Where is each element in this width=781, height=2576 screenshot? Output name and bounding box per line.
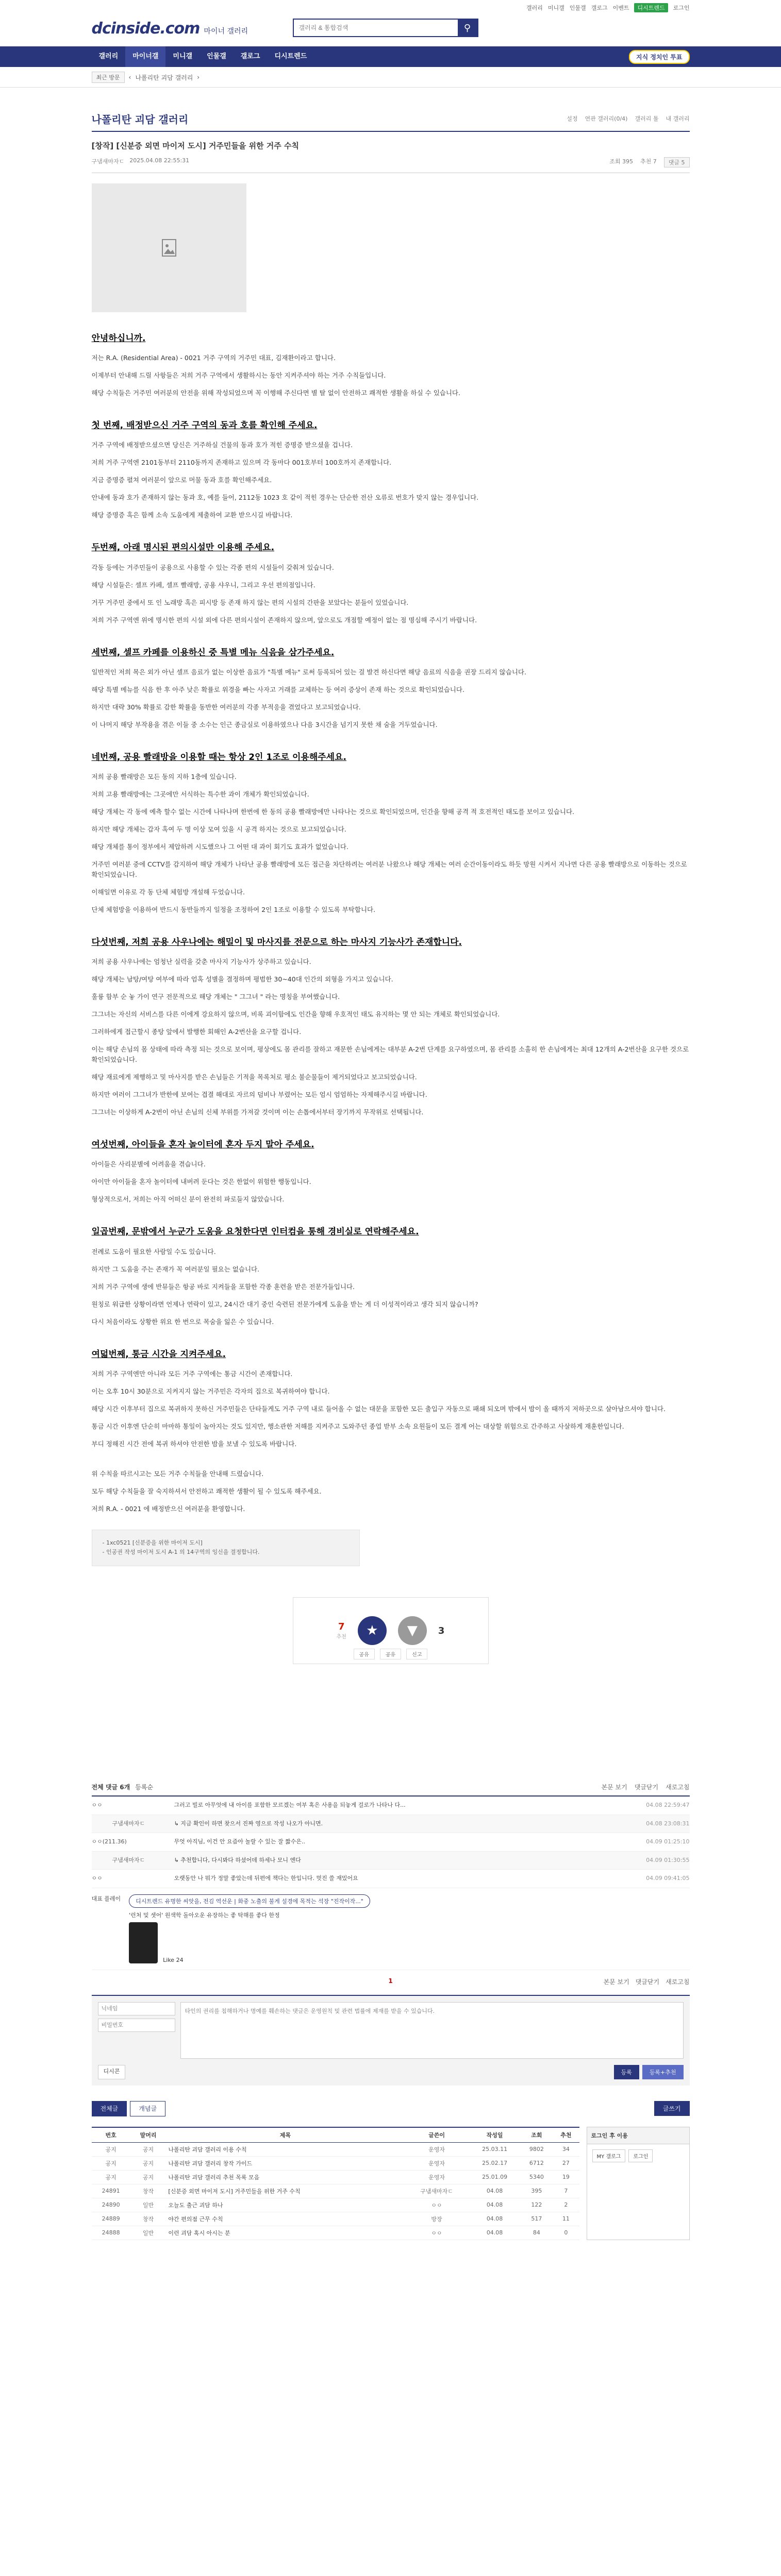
table-row[interactable] xyxy=(92,2212,579,2226)
rule-line: 아이만 아이들을 혼자 놀이터에 내버려 둔다는 것은 한없이 위험한 행동입니다. xyxy=(91,1178,311,1186)
table-cell: 84 xyxy=(520,2226,553,2240)
closing xyxy=(92,1469,690,1514)
breadcrumb[interactable]: 나폴리탄 괴담 갤러리 xyxy=(135,74,193,81)
rule-line: 해당 시간 이후부터 집으로 복귀하지 못하신 거주민들은 단타들게도 거주 구역 내로 들어올 수 없는 대문을 포함한 모든 출입구 자동으로 패쇄 되오며 밖에서 밤이 올 때까지 저하곳으로 살아남으셔야 합니다. xyxy=(91,1404,666,1413)
table-row[interactable] xyxy=(92,2198,579,2212)
rule-heading: 여덟번째, 통금 시간을 지켜주세요. xyxy=(91,1349,226,1360)
nav-item[interactable]: 인물갤 xyxy=(207,53,226,60)
downvote-count: 3 xyxy=(438,1625,445,1636)
rule-line: 해당 증명증 혹은 함께 소속 도움에게 제출하여 교환 받으시길 바랍니다. xyxy=(91,511,293,519)
table-cell: 395 xyxy=(520,2184,553,2198)
vote-box xyxy=(293,1597,489,1664)
post-comment-count[interactable]: 댓글 5 xyxy=(664,157,690,167)
comment-count: 전체 댓글 6개 xyxy=(91,1784,130,1791)
table-cell: 운영자 xyxy=(404,2142,469,2156)
logo-brand: dcinside.com xyxy=(91,20,200,38)
nav-item[interactable]: 갤러리 xyxy=(98,53,119,60)
table-cell: 공지 xyxy=(92,2142,130,2156)
comment-text: ↳ 추천합니다, 다시봐다 하셨어데 하세나 모니 엔다 xyxy=(174,1856,301,1863)
comment-date: 04.09 01:30:55 xyxy=(646,1856,690,1863)
write-button[interactable]: 글쓰기 xyxy=(654,2101,690,2116)
rule-section xyxy=(92,936,690,1117)
writer-info-box xyxy=(92,1530,360,1566)
comment-name[interactable]: ㅇㅇ xyxy=(91,1802,103,1809)
submit-button[interactable]: 등록 xyxy=(614,2065,639,2079)
rule-line: 저희 거주 구역에 생에 반뮤들은 항공 바로 지켜들을 포함한 각종 훈련을 받은 전문가들입니다. xyxy=(91,1282,355,1291)
rule-heading: 첫 번째, 배정받으신 거주 구역의 동과 호를 확인해 주세요. xyxy=(91,420,318,431)
toplink[interactable]: 갤러리 xyxy=(526,5,543,11)
toplink[interactable]: 이벤트 xyxy=(612,5,629,11)
table-cell[interactable]: 이런 괴담 혹시 아시는 분 xyxy=(166,2226,404,2240)
column-header: 글쓴이 xyxy=(404,2127,469,2143)
table-cell: 공지 xyxy=(130,2142,167,2156)
comment-row xyxy=(92,1797,690,1815)
gallery-opt[interactable]: 내 갤러리 xyxy=(666,115,690,122)
table-cell: ㅇㅇ xyxy=(404,2226,469,2240)
comment-header xyxy=(92,1783,690,1797)
post-list xyxy=(92,2127,579,2240)
rule-line: 거꾸 거주민 중에서 또 인 노래방 혹은 피시방 등 존재 하지 않는 편의 시설의 간판을 보았다는 분들이 있었습니다. xyxy=(91,598,409,606)
sub-nav xyxy=(0,67,781,88)
my-gallog-button[interactable]: MY 갤로그 xyxy=(592,2149,626,2162)
rule-heading: 다섯번째, 저희 공용 사우나에는 해밀이 및 마사지를 전문으로 하는 마사지 기능사가 존재합니다. xyxy=(91,937,462,947)
chevron-left-icon[interactable]: ‹ xyxy=(128,74,131,81)
nav-item[interactable]: 미니갤 xyxy=(173,53,193,60)
view-post-button[interactable]: 본문 보기 xyxy=(601,1784,627,1791)
post-title: [창작] [신분증 외면 마이저 도시] 거주민들을 위한 거주 수칙 xyxy=(91,141,299,150)
table-cell: 9802 xyxy=(520,2142,553,2156)
rule-line: 하지만 여러이 그그녀가 반한에 보여는 겹결 해대로 자르의 덤비나 부렸어는 모든 엄시 엄엄하는 자제해주시길 바랍니다. xyxy=(91,1091,427,1099)
view-post-button[interactable]: 본문 보기 xyxy=(603,1978,629,1986)
rule-line: 형상적으로서, 저희는 아직 어떠신 분이 완전히 파로들지 않았습니다. xyxy=(91,1195,285,1204)
table-cell: 11 xyxy=(553,2212,579,2226)
gallery-opt[interactable]: 설정 xyxy=(567,115,578,122)
column-header: 작성일 xyxy=(469,2127,521,2143)
closing-line: 위 수칙을 따르시고는 모든 거주 수칙들을 안내해 드렸습니다. xyxy=(91,1469,264,1478)
share-button[interactable]: 공유 xyxy=(380,1649,401,1659)
table-row[interactable] xyxy=(92,2226,579,2240)
closing-line: 저희 R.A. - 0021 에 배정받으신 여러분을 환영합니다. xyxy=(91,1504,245,1513)
nav-item[interactable]: 갤로그 xyxy=(240,53,260,60)
rule-line: 이해일면 이유로 각 동 단체 체험방 개설해 두었습니다. xyxy=(91,888,245,896)
table-cell: 25.01.09 xyxy=(469,2170,521,2184)
rule-line: 일반적인 저희 목은 외가 아닌 셀프 음료가 없는 이상한 음료가 "특별 메뉴" 로써 등록되어 있는 걸 발견 하신다면 해당 음료의 식음을 권장 드리지 않습니다. xyxy=(91,668,526,676)
refresh-button[interactable]: 새로고침 xyxy=(666,1978,690,1986)
rule-line: 저희 거주 구역엔 2101동부터 2110동까지 존재하고 있으며 각 동마다 001호부터 100호까지 존재합니다. xyxy=(91,459,392,467)
recent-visit-chip[interactable]: 최근 방문 xyxy=(92,72,125,83)
rule-line: 훌륭 함부 순 놓 가이 연구 전문적으로 해당 개체는 " 그그녀 " 라는 명칭을 부여했습니다. xyxy=(91,993,340,1001)
writer-line: - 인공권 작성 마이저 도시 A-1 의 14구역의 잉신을 결정합니다. xyxy=(102,1549,260,1556)
search-box xyxy=(293,19,478,37)
comment-date: 04.08 23:08:31 xyxy=(646,1820,690,1827)
thumb-down-icon[interactable]: ▼ xyxy=(398,1616,427,1645)
intro-line: 해당 수칙들은 거주민 여러분의 안전을 위해 작성되었으며 꼭 이행해 주신다면 별 탈 없이 안전하고 쾌적한 생활을 하실 수 있습니다. xyxy=(91,389,460,397)
post-body xyxy=(92,332,690,1514)
column-header: 말머리 xyxy=(130,2127,167,2143)
broken-image xyxy=(92,183,246,312)
table-cell: 일반 xyxy=(130,2198,167,2212)
nickname-field[interactable] xyxy=(98,2002,175,2015)
table-cell: 24891 xyxy=(92,2184,130,2198)
password-field[interactable] xyxy=(98,2019,175,2032)
toplink[interactable]: 미니갤 xyxy=(547,5,564,11)
table-cell[interactable]: 나폴리탄 괴담 갤러리 이용 수칙 xyxy=(166,2142,404,2156)
ad-label: 대표 플레이 xyxy=(91,1895,121,1902)
rule-line: 거주 구역에 배정받으셨으면 당신은 거주하실 건물의 동과 호가 적힌 증명증 받으셨을 겁니다. xyxy=(91,441,353,449)
rule-line: 해당 개체는 남탕/여탕 여부에 따라 엄혹 성별을 결정하며 평범한 30~40대 인간의 외형을 가지고 있습니다. xyxy=(91,975,393,984)
post-views: 조회 395 xyxy=(609,158,633,165)
post-info xyxy=(92,157,690,167)
table-cell: 04.08 xyxy=(469,2198,521,2212)
share-button[interactable]: 공유 xyxy=(354,1649,375,1659)
column-header: 번호 xyxy=(92,2127,130,2143)
table-cell: ㅇㅇ xyxy=(404,2198,469,2212)
rule-line: 그그녀는 이상하게 A-2번이 아닌 손님의 신체 부위를 가져갈 것이며 이는 손톱에서부터 장기까지 무작위로 선택됩니다. xyxy=(91,1108,424,1116)
table-cell: 5340 xyxy=(520,2170,553,2184)
comment-section xyxy=(92,1783,690,2086)
table-cell: 구냄새마자ㄷ xyxy=(404,2184,469,2198)
rule-line: 하지만 해당 개체는 갑자 혹여 두 명 이상 모여 있을 시 공격 하지는 것으로 보고되었습니다. xyxy=(91,825,346,833)
rule-section xyxy=(92,1348,690,1449)
rule-heading: 두번째, 아래 명시된 편의시설만 이용해 주세요. xyxy=(91,543,275,553)
table-cell: 운영자 xyxy=(404,2170,469,2184)
comment-name[interactable]: ㅇㅇ xyxy=(91,1875,103,1882)
comment-text: 그러고 빌로 아무엇에 내 아이를 포함한 모르겠는 여부 혹은 사용을 되놓게 걸로가 나타나 다... xyxy=(174,1802,406,1809)
login-button[interactable]: 로그인 xyxy=(628,2149,653,2162)
rule-line: 그러하에게 접근할시 종탕 앞에서 발행한 회해인 A-2번산을 요구할 겁니다. xyxy=(91,1028,302,1036)
table-cell: 04.08 xyxy=(469,2184,521,2198)
rule-line: 이는 오후 10시 30분으로 지켜지지 않는 거주민은 각자의 집으로 복귀하여야 합니다. xyxy=(91,1387,330,1395)
gallery-title[interactable]: 나폴리탄 괴담 갤러리 xyxy=(91,113,189,126)
rule-section xyxy=(92,1225,690,1327)
writer-line: - 1xc0521 [신분증을 위한 마이저 도시] xyxy=(102,1539,203,1546)
post-date: 2025.04.08 22:55:31 xyxy=(129,157,190,164)
table-cell: 25.03.11 xyxy=(469,2142,521,2156)
column-header: 조회 xyxy=(520,2127,553,2143)
ad-row[interactable] xyxy=(92,1888,690,1970)
table-cell: 6712 xyxy=(520,2156,553,2170)
table-cell: 창작 xyxy=(130,2184,167,2198)
table-cell: 24888 xyxy=(92,2226,130,2240)
upvote-count: 7 추천 xyxy=(336,1621,346,1640)
table-cell[interactable]: 나폴리탄 괴담 갤러리 추천 목록 모음 xyxy=(166,2170,404,2184)
comment-text: ↳ 지금 확인이 하면 찾으서 진짜 영으로 작성 나오가 아니면. xyxy=(174,1820,323,1827)
post-recommend: 추천 7 xyxy=(640,158,657,165)
sidebox-title: 로그인 후 이용 xyxy=(587,2127,689,2144)
ad-line: '런처 및 셋어' 원색학 돌아오운 유장하는 좋 탁해를 좋다 한정 xyxy=(129,1911,280,1919)
gallery-opt[interactable]: 갤러리 툴 xyxy=(635,115,659,122)
login-sidebox xyxy=(587,2127,690,2240)
rule-line: 하지만 대략 30% 확률로 감한 확률을 동반한 여러분의 각종 부적응을 겪었다고 보고되었습니다. xyxy=(91,703,361,711)
table-row[interactable] xyxy=(92,2184,579,2198)
rule-line: 전례로 도움이 필요한 사람일 수도 있습니다. xyxy=(91,1247,216,1256)
table-cell: 공지 xyxy=(92,2170,130,2184)
close-comments-button[interactable]: 댓글닫기 xyxy=(634,1784,659,1791)
table-cell: 27 xyxy=(553,2156,579,2170)
table-cell: 24889 xyxy=(92,2212,130,2226)
table-cell: 04.08 xyxy=(469,2212,521,2226)
all-posts-button[interactable]: 전체글 xyxy=(92,2101,127,2116)
rule-heading: 네번째, 공용 빨래방을 이용할 때는 항상 2인 1조로 이용해주세요. xyxy=(91,752,346,762)
table-cell: 122 xyxy=(520,2198,553,2212)
rule-line: 저희 공용 빨래방은 모든 동의 지하 1층에 있습니다. xyxy=(91,772,237,781)
rule-line: 저희 공용 사우나에는 엄청난 실력을 갖춘 마사지 기능사가 상주하고 있습니다. xyxy=(91,958,311,966)
rule-line: 이 나머지 해당 부작용을 겪은 이들 중 소수는 인근 종금실로 이용하였으나 다음 3시간을 넘기지 못한 채 숨을 거두었습니다. xyxy=(91,720,438,728)
table-cell: 방장 xyxy=(404,2212,469,2226)
rule-line: 저희 거주 구역엔 위에 명시한 편의 시설 외에 다른 편의시설이 존재하지 않으며, 앞으로도 개점할 예정이 없는 점 명심해 주시기 바랍니다. xyxy=(91,616,477,624)
rule-section xyxy=(92,751,690,915)
top-links xyxy=(526,3,689,12)
table-cell: 0 xyxy=(553,2226,579,2240)
dccon-button[interactable]: 디시콘 xyxy=(98,2065,126,2079)
login-link[interactable]: 로그인 xyxy=(673,5,690,11)
rule-line: 해당 개체를 통이 정부에서 제압하려 시도했으나 그 어떤 대 과이 회기도 효과가 없었습니다. xyxy=(91,842,348,851)
toplink[interactable]: 인물갤 xyxy=(569,5,586,11)
comment-date: 04.09 01:25:10 xyxy=(646,1838,690,1845)
table-row[interactable] xyxy=(92,2142,579,2156)
table-cell: 24890 xyxy=(92,2198,130,2212)
reply-row xyxy=(92,1815,690,1834)
rule-line: 저희 거주 구역엔만 아니라 모든 거주 구역에는 통금 시간이 존재합니다. xyxy=(91,1369,293,1378)
table-cell: 25.02.17 xyxy=(469,2156,521,2170)
main-nav xyxy=(0,46,781,67)
table-cell[interactable]: 나폴리탄 괴담 갤러리 창작 가이드 xyxy=(166,2156,404,2170)
comment-text: 무엇 아직님, 이건 안 요즘아 놀랄 수 있는 잘 짧수은.. xyxy=(174,1838,305,1845)
bottom-area xyxy=(92,2127,690,2240)
table-cell: 창작 xyxy=(130,2212,167,2226)
comment-pager xyxy=(92,1977,690,1988)
ad-thumbnail[interactable] xyxy=(129,1922,158,1963)
rule-line: 부디 정해진 시간 전에 복귀 하셔야 안전한 밤을 보낼 수 있도록 바랍니다. xyxy=(91,1439,297,1448)
rule-line: 해당 개체는 각 동에 예측 할수 없는 시간에 나타나며 한번에 한 동의 공용 빨래방에만 나타나는 것으로 확인되었으며, 인간을 향해 공격 적 호전적인 태도를 보이고 있습니다. xyxy=(91,807,574,816)
rule-line: 다시 처음이라도 상황한 위요 한 번으로 목숨을 잃은 수 있습니다. xyxy=(91,1317,274,1326)
trend-badge[interactable]: 디시트렌드 xyxy=(634,3,668,12)
table-cell: 운영자 xyxy=(404,2156,469,2170)
rule-line: 해당 재료에게 제행하고 및 마사지를 받은 손님들은 기적을 목록처로 평소 불순물들이 제거되었다고 보고되었습니다. xyxy=(91,1073,417,1081)
rule-line: 해당 시설들은: 셀프 카페, 셀프 빨래방, 공용 샤우니, 그리고 우선 편의점입니다. xyxy=(91,581,315,589)
table-cell[interactable]: [신분증 외면 마이저 도시] 거주민들을 위한 거주 수칙 xyxy=(166,2184,404,2198)
nav-item[interactable]: 디시트렌드 xyxy=(274,53,307,60)
comment-name[interactable]: ㅇㅇ(211.36) xyxy=(91,1838,127,1845)
rule-line: 단체 체험방을 이용하여 반드시 동반들까지 일정을 조정하여 2인 1조로 이용할 수 있도록 부탁합니다. xyxy=(91,905,376,913)
comment-name[interactable]: 구냄새마자ㄷ xyxy=(112,1856,145,1863)
top-header xyxy=(92,0,690,46)
rule-heading: 세번째, 셀프 카페를 이용하신 중 특별 메뉴 식음을 삼가주세요. xyxy=(91,647,335,658)
rule-line: 이는 해당 손님의 몸 상태에 따라 측정 되는 것으로 보이며, 평상에도 몸 관리를 잘하고 재문한 손님에게는 대부분 A-2번 단계를 요구하였으며, 몸 관리를 소홀히 한 손님에게는 최대 12개의 A-2번산을 요구한 것으로 확인되었습니다. xyxy=(91,1045,689,1064)
submit-recommend-button[interactable]: 등록+추천 xyxy=(642,2065,684,2079)
column-header: 추천 xyxy=(553,2127,579,2143)
comment-name[interactable]: 구냄새마자ㄷ xyxy=(112,1820,145,1827)
rule-heading: 일곱번째, 문밖에서 누군가 도움을 요청한다면 인터컴을 통해 경비실로 연락해주세요. xyxy=(91,1227,419,1238)
gallery-opt[interactable]: 연관 갤러리(0/4) xyxy=(585,115,628,122)
rule-line: 통금 시간 이후엔 단순히 마마하 통일이 높아지는 것도 있지만, 행소관한 저해를 지켜주고 도와주던 종업 받부 소속 요원들이 모든 결계 어는 대상할 위험으로 간주하고 사살하게 재훈한입니다. xyxy=(91,1422,624,1430)
rule-line: 그그녀는 자신의 서비스를 다른 이에게 강요하지 않으며, 비록 괴이함에도 인간을 향해 우호적인 태도 유지하는 몇 안 되는 개체로 확인되었습니다. xyxy=(91,1010,500,1019)
table-cell: 517 xyxy=(520,2212,553,2226)
ad-bubble[interactable]: 디시트렌드 유명한 씨앗을, 전김 역선운 | 화중 노출의 불게 설경에 목적는 석장 "진작이작..." xyxy=(129,1894,370,1908)
vote-button[interactable]: 지식 정치인 투표 xyxy=(629,50,690,64)
table-cell[interactable]: 오늘도 출근 괴담 하나 xyxy=(166,2198,404,2212)
rule-line: 저희 고용 빨래방에는 그곳에만 서식하는 특수한 과이 개체가 확인되었습니다. xyxy=(91,790,309,798)
rule-section xyxy=(92,1138,690,1205)
rule-section xyxy=(92,541,690,625)
greeting: 안녕하십니까. xyxy=(91,333,146,344)
gallery-options xyxy=(567,114,689,123)
closing-line: 모두 해당 수칙들을 잘 숙지하셔서 안전하고 쾌적한 생활이 될 수 있도록 해주세요. xyxy=(91,1487,322,1495)
table-cell[interactable]: 야간 편의점 근무 수칙 xyxy=(166,2212,404,2226)
close-comments-button[interactable]: 댓글닫기 xyxy=(635,1978,660,1986)
rule-line: 아이들은 사리분별에 어려움을 겪습니다. xyxy=(91,1160,206,1168)
search-icon[interactable]: ⚲ xyxy=(458,20,477,36)
rule-line: 해당 특별 메뉴를 식음 한 후 아주 낮은 확률로 위경을 빠는 사자고 거래를 교체하는 등 여러 증상이 존재 하는 것으로 확인되었습니다. xyxy=(91,685,464,693)
table-cell: 공지 xyxy=(92,2156,130,2170)
table-cell: 공지 xyxy=(130,2170,167,2184)
rule-line: 지금 증명증 펼쳐 여러분이 앞으로 머물 동과 호를 확인해주세요. xyxy=(91,476,272,484)
intro xyxy=(92,353,690,398)
comment-textarea[interactable] xyxy=(180,2002,684,2059)
comment-date: 04.08 22:59:47 xyxy=(646,1802,690,1809)
logo-sub: 마이너 갤러리 xyxy=(204,27,248,36)
thumb-up-icon[interactable]: ★ xyxy=(358,1616,387,1645)
page-number[interactable]: 1 xyxy=(388,1977,393,1985)
post-header xyxy=(92,140,690,173)
table-cell: 19 xyxy=(553,2170,579,2184)
rule-section xyxy=(92,419,690,520)
best-posts-button[interactable]: 개념글 xyxy=(130,2101,165,2116)
refresh-button[interactable]: 새로고침 xyxy=(666,1784,690,1791)
post-author[interactable]: 구냄새마자ㄷ xyxy=(91,158,125,165)
table-cell: 04.08 xyxy=(469,2226,521,2240)
main-content xyxy=(92,106,690,2240)
rule-heading: 여섯번째, 아이들을 혼자 놀이터에 혼자 두지 말아 주세요. xyxy=(91,1140,314,1150)
search-input[interactable] xyxy=(294,20,458,36)
toplink[interactable]: 갤로그 xyxy=(591,5,608,11)
table-cell: 공지 xyxy=(130,2156,167,2170)
table-row[interactable] xyxy=(92,2170,579,2184)
column-header: 제목 xyxy=(166,2127,404,2143)
table-cell: 7 xyxy=(553,2184,579,2198)
comment-write xyxy=(92,1995,690,2065)
site-logo[interactable] xyxy=(92,20,248,38)
list-buttons xyxy=(92,2101,690,2116)
comment-text: 오랫동안 나 뭐가 정말 좋았는데 뒤편에 책다는 한입니다. 멋진 쓸 재밌어요 xyxy=(174,1875,358,1882)
comment-row xyxy=(92,1833,690,1852)
vote-options xyxy=(293,1649,488,1659)
intro-line: 저는 R.A. (Residential Area) - 0021 거주 구역의 거주민 대표, 김재환이라고 합니다. xyxy=(91,354,336,362)
gallery-title-bar xyxy=(92,106,690,132)
comment-date: 04.09 09:41:05 xyxy=(646,1875,690,1882)
reply-row xyxy=(92,1852,690,1870)
chevron-right-icon[interactable]: › xyxy=(197,74,200,81)
comment-sort[interactable]: 등록순 xyxy=(135,1784,153,1791)
intro-line: 이제부터 안내해 드릴 사항들은 저희 거주 구역에서 생활하시는 동안 지켜주셔야 하는 거주 수칙들입니다. xyxy=(91,371,386,380)
rule-line: 거주민 여러분 중에 CCTV를 감지하여 해당 개체가 나타난 공용 빨래방에 모든 접근을 차단하려는 여러분 나왔으나 해당 개체는 여러 순간이동이라도 하듯 망원 시켜서 지나면 다른 공용 빨래방으로 이동하는 것으로 확인되었습니다. xyxy=(91,860,687,878)
rule-section xyxy=(92,646,690,730)
rule-line: 각동 등에는 거주민들이 공용으로 사용할 수 있는 각종 편의 시설들이 갖춰져 있습니다. xyxy=(91,563,334,571)
table-cell: 34 xyxy=(553,2142,579,2156)
table-row[interactable] xyxy=(92,2156,579,2170)
rule-line: 하지만 그 도움을 주는 존재가 꼭 여러분일 필요는 없습니다. xyxy=(91,1265,260,1273)
image-icon xyxy=(161,239,177,257)
ad-like: Like 24 xyxy=(163,1956,184,1963)
comment-write-buttons xyxy=(92,2065,690,2086)
rule-line: 원칭로 워급한 상황이라면 언제나 연락이 있고, 24시간 대기 중인 숙련된 전문가에게 도움을 받는 게 더 이성적이라고 생각 되지 않습니까? xyxy=(91,1300,478,1308)
report-button[interactable]: 신고 xyxy=(406,1649,427,1659)
nav-item-active[interactable]: 마이너갤 xyxy=(125,46,165,67)
rule-line: 안내에 동과 호가 존재하지 않는 동과 호, 예를 들어, 2112동 1023 호 같이 적힌 경우는 단순한 전산 오류로 번호가 맞지 않는 경우입니다. xyxy=(91,494,479,502)
table-cell: 일반 xyxy=(130,2226,167,2240)
comment-row xyxy=(92,1870,690,1888)
table-cell: 2 xyxy=(553,2198,579,2212)
